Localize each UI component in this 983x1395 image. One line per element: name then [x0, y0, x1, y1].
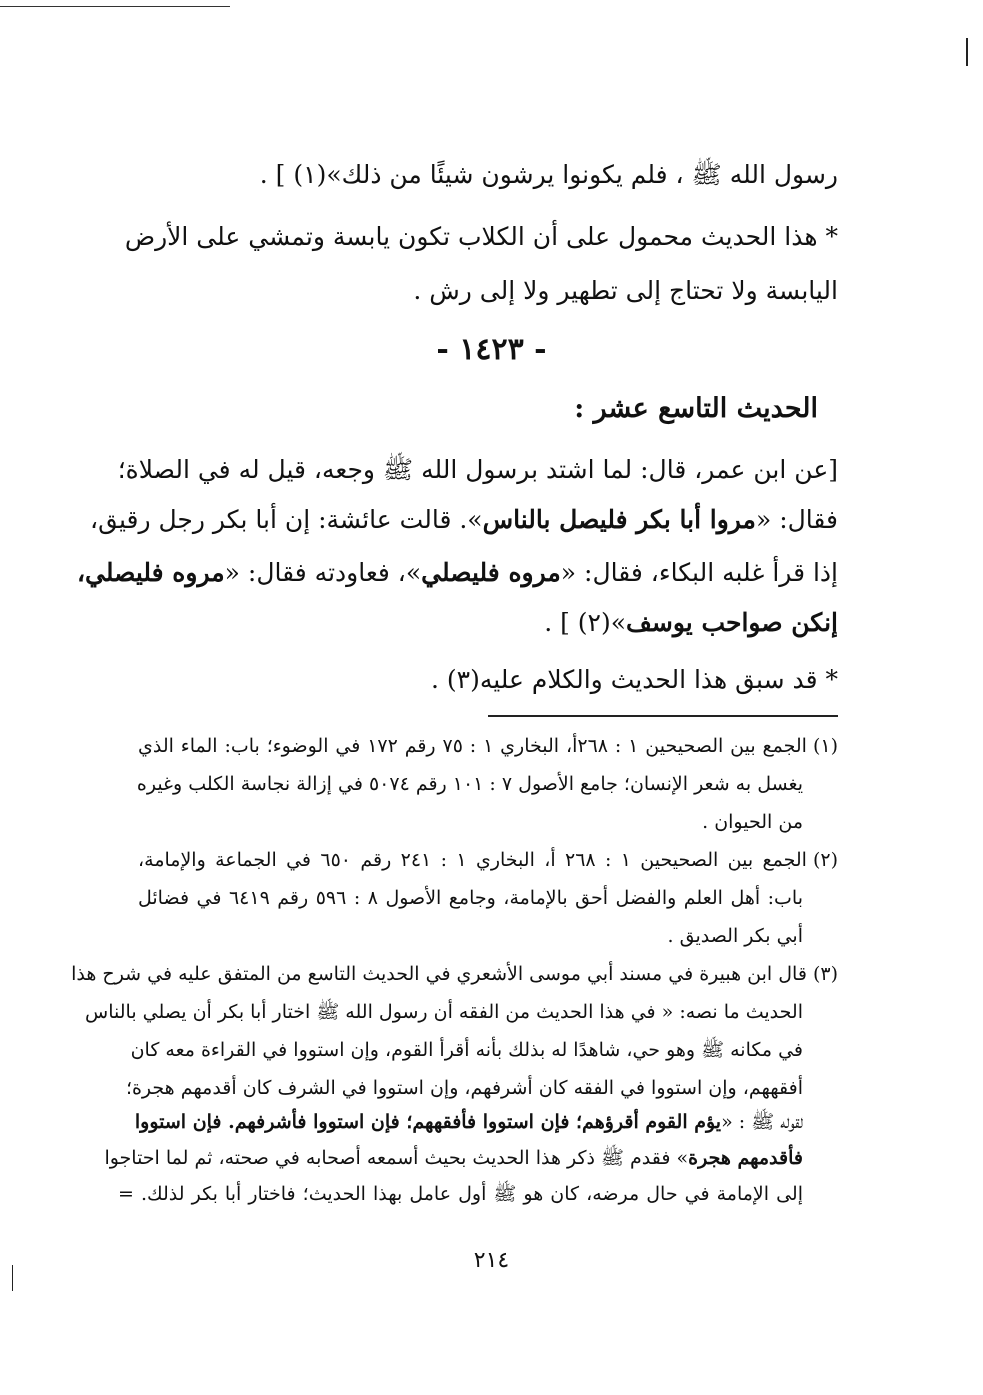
- footnote-1-line-2: يغسل به شعر الإنسان؛ جامع الأصول ٧ : ١٠١ رقم ٥٠٧٤ في إزالة نجاسة الكلب وغيره: [136, 773, 803, 795]
- footnote-3-line-6: [104, 1147, 803, 1170]
- hadith-line-1: [عن ابن عمر، قال: لما اشتد برسول الله ﷺ وجعه، قيل له في الصلاة؛: [117, 455, 838, 484]
- footnote-1-text-1: الجمع بين الصحيحين ١ : ٢٦٨أ، البخاري ١ : ٧٥ رقم ١٧٢ في الوضوء؛ باب: الماء الذي: [138, 735, 807, 757]
- section-title: الحديث التاسع عشر :: [574, 393, 818, 424]
- page-number: ٢١٤: [473, 1248, 510, 1273]
- footnote-3-line-2: الحديث ما نصه: « في هذا الحديث من الفقه أن رسول الله ﷺ اختار أبا بكر أن يصلي بالناس: [85, 1001, 803, 1023]
- text-line-3: اليابسة ولا تحتاج إلى تطهير ولا إلى رش .: [413, 276, 838, 305]
- text-line-2: * هذا الحديث محمول على أن الكلاب تكون يابسة وتمشي على الأرض: [124, 222, 838, 251]
- hadith-line-4: [544, 608, 838, 638]
- footnote-3-quote-1: يؤم القوم أقرؤهم؛ فإن استووا فأفقههم؛ فإن استووا فأشرفهم. فإن استووا: [134, 1111, 722, 1133]
- footnote-3-line-5: [134, 1111, 803, 1134]
- footnote-2-line-2: باب: أهل العلم والفضل أحق بالإمامة، وجامع الأصول ٨ : ٥٩٦ رقم ٦٤١٩ في فضائل: [138, 887, 803, 909]
- footnote-2-number: (٢): [812, 849, 839, 871]
- hadith-number: - ١٤٢٣ -: [436, 332, 547, 367]
- text-line-1: رسول الله ﷺ ، فلم يكونوا يرشون شيئًا من ذلك»(١) ] .: [259, 160, 838, 189]
- footnote-3-line-7: إلى الإمامة في حال مرضه، كان هو ﷺ أول عامل بهذا الحديث؛ فاختار أبا بكر لذلك. =: [118, 1183, 803, 1205]
- footnote-3-line-1: [71, 963, 838, 986]
- footnote-3-line-3: في مكانه ﷺ وهو حي، شاهدًا له بذلك بأنه أقرأ القوم، وإن استووا في القراءة معه كان: [130, 1039, 803, 1061]
- footnote-1-line-1: [138, 735, 838, 758]
- hadith-quote-1: مروا أبا بكر فليصل بالناس: [482, 505, 756, 534]
- hadith-line-2-post: ». قالت عائشة: إن أبا بكر رجل رقيق،: [90, 505, 483, 534]
- footnote-2-line-3: أبي بكر الصديق .: [667, 925, 803, 947]
- hadith-line-4-post: »(٢) ] .: [544, 608, 627, 637]
- footnote-3-quote-2: فأقدمهم هجرة: [688, 1147, 803, 1169]
- footnote-3-line-6-post: » فقدم ﷺ ذكر هذا الحديث بحيث أسمعه أصحابه في صحته، ثم لما احتاجوا: [104, 1147, 689, 1169]
- hadith-quote-3: مروه فليصلي،: [76, 558, 225, 587]
- hadith-line-3-mid: »، فعاودته فقال: «: [224, 558, 422, 587]
- footnote-3-text-1: قال ابن هبيرة في مسند أبي موسى الأشعري في الحديث التاسع من المتفق عليه في شرح هذا: [71, 963, 807, 985]
- footnote-2-line-1: [138, 849, 838, 872]
- hadith-quote-4: إنكن صواحب يوسف: [626, 608, 838, 637]
- footnote-3-line-4: أفقههم، وإن استووا في الفقه كان أشرفهم، وإن استووا في الشرف كان أقدمهم هجرة؛: [125, 1077, 803, 1099]
- footnote-3-line-5-pre: لقوله ﷺ : «: [721, 1111, 803, 1133]
- footnote-2-text-1: الجمع بين الصحيحين ١ : ٢٦٨ أ، البخاري ١ : ٢٤١ رقم ٦٥٠ في الجماعة والإمامة،: [138, 849, 807, 871]
- hadith-line-3-pre: إذا قرأ غلبه البكاء، فقال: «: [560, 558, 838, 587]
- footnote-3-number: (٣): [812, 963, 838, 985]
- footnote-1-line-3: من الحيوان .: [702, 811, 803, 833]
- hadith-line-2: [90, 505, 838, 535]
- comment-line: * قد سبق هذا الحديث والكلام عليه(٣) .: [430, 665, 838, 694]
- hadith-line-3: [76, 558, 838, 588]
- footnote-divider: [488, 715, 838, 717]
- hadith-quote-2: مروه فليصلي: [421, 558, 561, 587]
- footnote-1-number: (١): [812, 735, 839, 757]
- hadith-line-2-pre: فقال: «: [755, 505, 838, 534]
